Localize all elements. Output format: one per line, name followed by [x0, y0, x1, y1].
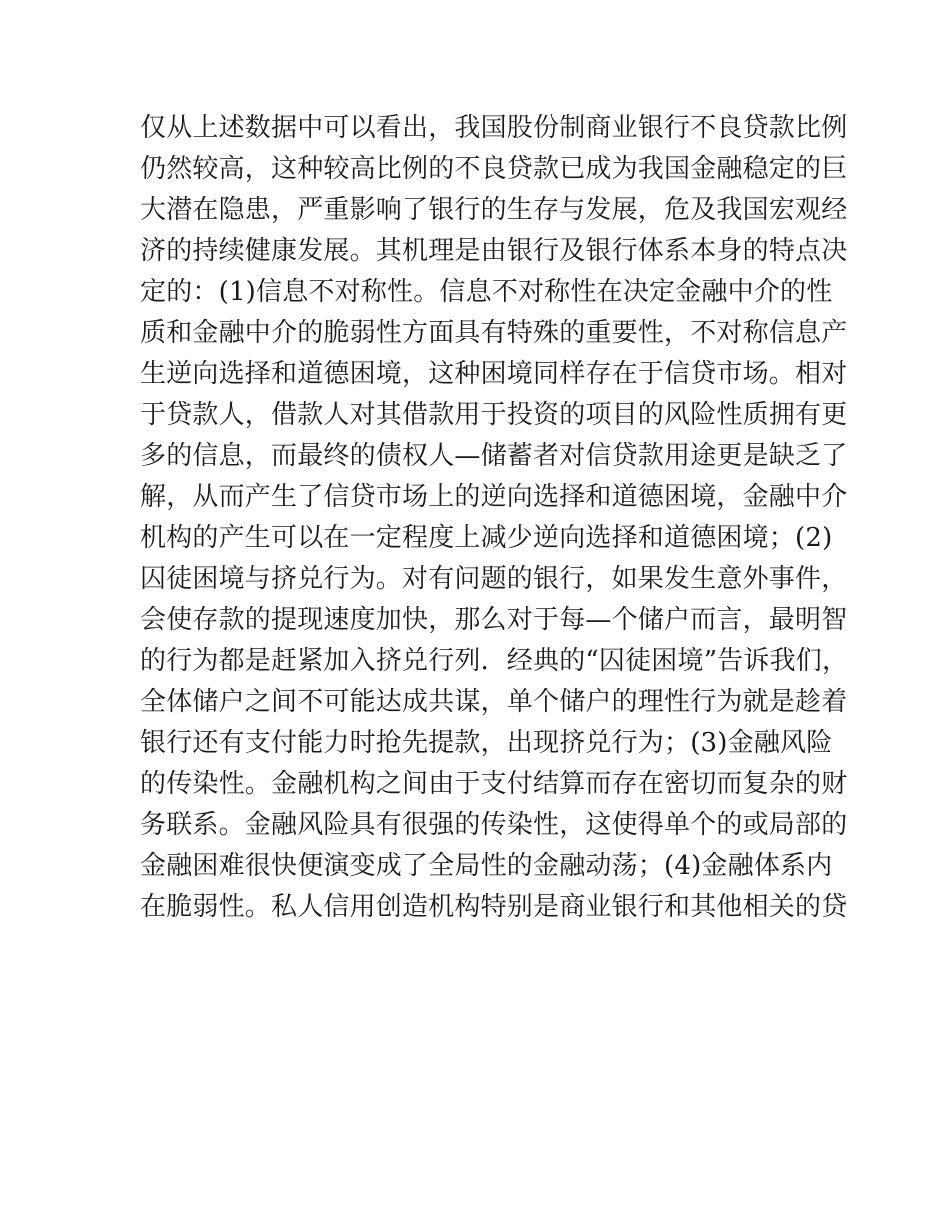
- text-line: 金融困难很快便演变成了全局性的金融动荡；(4)金融体系内: [140, 851, 833, 881]
- text-line: 会使存款的提现速度加快，那么对于每—个储户而言，最明智: [140, 605, 848, 635]
- text-line: 多的信息，而最终的债权人—储蓄者对信贷款用途更是缺乏了: [140, 441, 848, 471]
- text-line: 银行还有支付能力时抢先提款，出现挤兑行为；(3)金融风险: [140, 728, 833, 758]
- body-paragraph: [140, 108, 849, 928]
- text-line: 的传染性。金融机构之间由于支付结算而存在密切而复杂的财: [140, 769, 848, 799]
- text-line: 仍然较高，这种较高比例的不良贷款已成为我国金融稳定的巨: [140, 154, 848, 184]
- text-line: 解，从而产生了信贷市场上的逆向选择和道德困境，金融中介: [140, 482, 848, 512]
- text-line: 济的持续健康发展。其机理是由银行及银行体系本身的特点决: [140, 236, 848, 266]
- text-line: 大潜在隐患，严重影响了银行的生存与发展，危及我国宏观经: [140, 195, 848, 225]
- text-line: 仅从上述数据中可以看出，我国股份制商业银行不良贷款比例: [140, 113, 848, 143]
- text-line: 全体储户之间不可能达成共谋，单个储户的理性行为就是趁着: [140, 687, 848, 717]
- text-line: 囚徒困境与挤兑行为。对有问题的银行，如果发生意外事件，: [140, 564, 848, 594]
- text-line: 生逆向选择和道德困境，这种困境同样存在于信贷市场。相对: [140, 359, 848, 389]
- text-line: 定的：(1)信息不对称性。信息不对称性在决定金融中介的性: [140, 277, 833, 307]
- text-line: 的行为都是赶紧加入挤兑行列．经典的“囚徒困境”告诉我们，: [140, 646, 849, 676]
- text-line: 务联系。金融风险具有很强的传染性，这使得单个的或局部的: [140, 810, 848, 840]
- text-line: 质和金融中介的脆弱性方面具有特殊的重要性，不对称信息产: [140, 318, 848, 348]
- text-line: 在脆弱性。私人信用创造机构特别是商业银行和其他相关的贷: [140, 892, 848, 922]
- text-line: 于贷款人，借款人对其借款用于投资的项目的风险性质拥有更: [140, 400, 848, 430]
- text-line: 机构的产生可以在一定程度上减少逆向选择和道德困境；(2): [140, 523, 833, 553]
